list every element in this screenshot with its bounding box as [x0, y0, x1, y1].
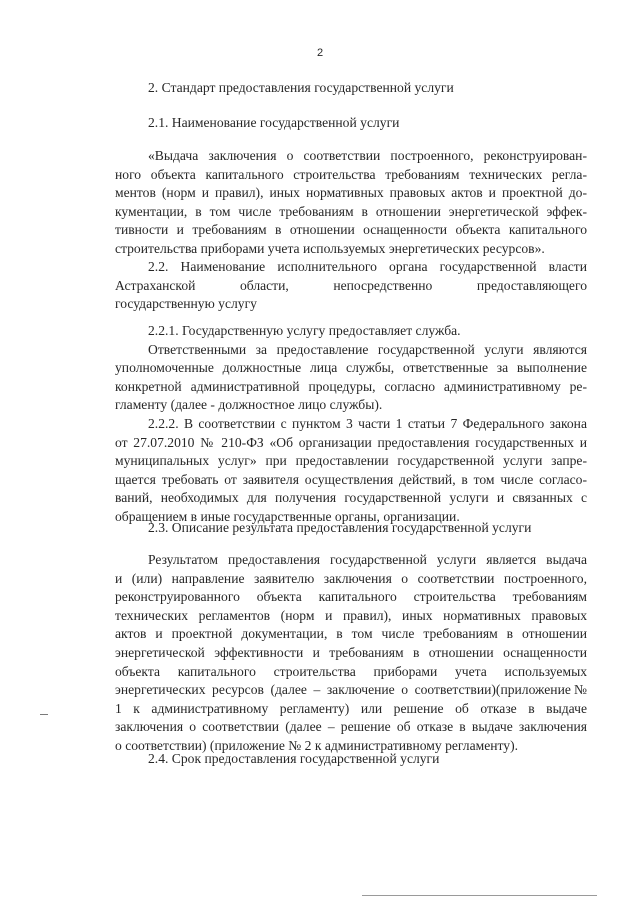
text-line: и (или) направление заявителю заключения о соответствии построенного, [115, 570, 587, 586]
section-2-2-1-paragraph [115, 322, 587, 527]
service-name-paragraph [115, 147, 587, 259]
text-line: обращением в иные государственные органы, организации. [115, 508, 460, 524]
text-line: кументации, в том числе требованиям в отношении энергетической эффек- [115, 203, 587, 219]
section-2-4-title: 2.4. Срок предоставления государственной услуги [148, 751, 440, 766]
text-line: строительства приборами учета используемых энергетических ресурсов». [115, 240, 545, 256]
text-line: 2.2. Наименование исполнительного органа государственной власти [148, 259, 587, 274]
section-2-3-title: 2.3. Описание результата предоставления государственной услуги [148, 520, 532, 535]
text-line: тивности и требованиям в отношении оснащенности объекта капитального [115, 222, 587, 238]
text-line: уполномоченные должностные лица службы, ответственные за выполнение [115, 360, 587, 376]
text-line: энергетической эффективности и требованиям в отношении оснащенности [115, 644, 587, 660]
text-line: заключения о соответствии (далее – решение об отказе в выдаче заключения [115, 719, 587, 735]
text-line: Результатом предоставления государственной услуги является выдача [148, 552, 587, 567]
text-line: ментов (норм и правил), иных нормативных правовых актов и проектной до- [115, 185, 587, 201]
section-2-1-title: 2.1. Наименование государственной услуги [148, 115, 400, 130]
text-line: ваний, необходимых для получения государственной услуги и связанных с [115, 490, 587, 506]
page-number: 2 [316, 47, 324, 59]
section-2-title: 2. Стандарт предоставления государственной услуги [148, 80, 454, 95]
text-line: реконструированного объекта капитального строительства требованиям [115, 589, 587, 605]
text-line: муниципальных услуг» при предоставлении государственной услуги запре- [115, 453, 587, 469]
text-line: 2.2.1. Государственную услугу предоставляет служба. [148, 323, 461, 338]
text-line: ного объекта капитального строительства требованиям технических регла- [115, 166, 587, 182]
text-line: щается требовать от заявителя осуществления действий, в том числе согласо- [115, 471, 587, 487]
text-line: энергетических ресурсов (далее – заключение о соответствии)(приложение№ [115, 682, 587, 698]
text-line: о соответствии) (приложение № 2 к административному регламенту). [115, 737, 519, 753]
text-line: Ответственными за предоставление государственной услуги являются [148, 341, 587, 357]
margin-mark [40, 714, 48, 715]
text-line: 1 к административному регламенту) или решение об отказе в выдаче [115, 700, 587, 716]
section-2-3-paragraph [115, 551, 587, 756]
text-line: технических регламентов (норм и правил), иных нормативных правовых [115, 607, 587, 623]
text-line: Астраханской области, непосредственно предоставляющего [115, 277, 587, 293]
text-line: объекта капитального строительства приборами учета используемых [115, 663, 587, 679]
section-2-2-title [115, 258, 587, 314]
text-line: от 27.07.2010 № 210-ФЗ «Об организации предоставления государственных и [115, 434, 587, 450]
text-line: 2.2.2. В соответствии с пунктом 3 части 1 статьи 7 Федерального закона [148, 415, 587, 431]
text-line: гламенту (далее - должностное лицо службы). [115, 397, 383, 413]
text-line: «Выдача заключения о соответствии построенного, реконструирован- [148, 148, 587, 163]
text-line: государственную услугу [115, 296, 257, 312]
text-line: актов и проектной документации, в том числе требованиям в отношении [115, 626, 587, 642]
footer-rule [362, 895, 597, 896]
text-line: конкретной административной процедуры, согласно административному ре- [115, 378, 587, 394]
